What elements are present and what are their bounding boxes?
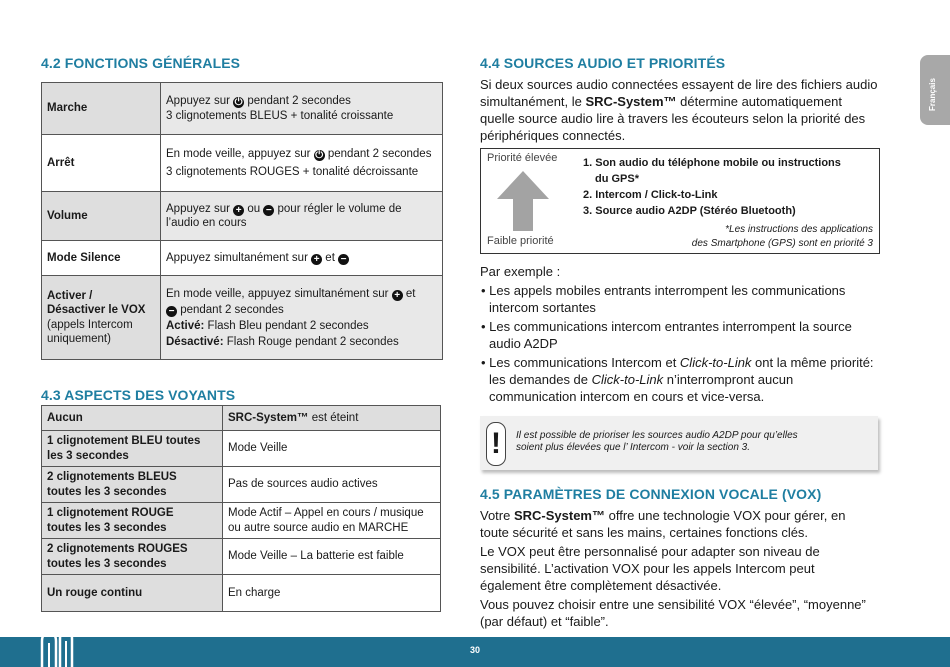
language-tab[interactable] bbox=[920, 55, 950, 125]
power-icon: ⏻ bbox=[315, 150, 324, 161]
row-label: Arrêt bbox=[42, 135, 161, 192]
minus-icon: − bbox=[166, 306, 177, 317]
plus-icon: + bbox=[392, 290, 403, 301]
table-row bbox=[42, 276, 443, 360]
warning-icon: ! bbox=[486, 422, 506, 466]
power-icon: ⏻ bbox=[234, 97, 243, 108]
priority-low-label: Faible priorité bbox=[487, 235, 554, 247]
table-row bbox=[42, 192, 443, 241]
row-value: En mode veille, appuyez simultanément sur + et − pendant 2 secondes Activé: Flash Bleu pendant 2 secondes Désactivé: Flash Rouge pendant 2 secondes bbox=[161, 276, 443, 360]
row-label: Volume bbox=[42, 192, 161, 241]
note-text: Il est possible de prioriser les sources audio A2DP pour qu’elles soient plus élevées que l’ Intercom - voir la section 3. bbox=[516, 430, 798, 453]
row-label: Aucun bbox=[42, 406, 223, 431]
footer-bar bbox=[0, 637, 950, 667]
plus-icon: + bbox=[311, 254, 322, 265]
table-row bbox=[42, 135, 443, 192]
row-value: Appuyez simultanément sur + et − bbox=[161, 241, 443, 276]
example-list bbox=[477, 282, 877, 407]
page-number: 30 bbox=[469, 645, 480, 655]
row-value: Appuyez sur + ou − pour régler le volume de l’audio en cours bbox=[161, 192, 443, 241]
list-item: • Les communications intercom entrantes interrompent la source audio A2DP bbox=[481, 319, 852, 351]
table-row bbox=[42, 406, 441, 431]
row-value: Appuyez sur ⏻ pendant 2 secondes 3 clignotements BLEUS + tonalité croissante bbox=[161, 83, 443, 135]
general-functions-table bbox=[41, 82, 443, 360]
minus-icon: − bbox=[338, 254, 349, 265]
up-arrow-icon bbox=[493, 169, 553, 233]
table-row bbox=[42, 241, 443, 276]
row-value: Pas de sources audio actives bbox=[223, 467, 441, 503]
note-box bbox=[480, 416, 878, 470]
section-4-3-title: 4.3 ASPECTS DES VOYANTS bbox=[41, 387, 236, 403]
priority-box bbox=[480, 148, 880, 254]
row-label: Mode Silence bbox=[42, 241, 161, 276]
plus-icon: + bbox=[233, 205, 244, 216]
table-row bbox=[42, 83, 443, 135]
row-value: Mode Veille bbox=[223, 431, 441, 467]
table-row bbox=[42, 575, 441, 612]
row-label: 2 clignotements ROUGES toutes les 3 secondes bbox=[42, 539, 223, 575]
row-label: 1 clignotement BLEU toutes les 3 secondes bbox=[42, 431, 223, 467]
section-4-4-title: 4.4 SOURCES AUDIO ET PRIORITÉS bbox=[480, 55, 726, 71]
led-table bbox=[41, 405, 441, 612]
table-row bbox=[42, 467, 441, 503]
table-row bbox=[42, 503, 441, 539]
list-item: • Les appels mobiles entrants interrompent les communications intercom sortantes bbox=[481, 283, 846, 315]
row-label: 2 clignotements BLEUS toutes les 3 secondes bbox=[42, 467, 223, 503]
row-value: Mode Actif – Appel en cours / musique ou autre source audio en MARCHE bbox=[223, 503, 441, 539]
row-value: Mode Veille – La batterie est faible bbox=[223, 539, 441, 575]
row-label: Activer / Désactiver le VOX (appels Intercom uniquement) bbox=[42, 276, 161, 360]
intro-paragraph: Si deux sources audio connectées essayent de lire des fichiers audio simultanément, le SRC-System™ détermine automatiquement quelle source audio lire à travers les écouteurs selon la priorité des périphériques connectés. bbox=[480, 77, 878, 143]
minus-icon: − bbox=[263, 205, 274, 216]
row-label: Marche bbox=[42, 83, 161, 135]
row-label: 1 clignotement ROUGE toutes les 3 secondes bbox=[42, 503, 223, 539]
row-value: En charge bbox=[223, 575, 441, 612]
row-label: Un rouge continu bbox=[42, 575, 223, 612]
table-row bbox=[42, 539, 441, 575]
row-value: SRC-System™ est éteint bbox=[223, 406, 441, 431]
priority-footnote: *Les instructions des applications des Smartphone (GPS) sont en priorité 3 bbox=[691, 224, 873, 249]
language-tab-label: Français bbox=[928, 78, 937, 111]
table-row bbox=[42, 431, 441, 467]
priority-list: 1. Son audio du téléphone mobile ou instructions du GPS* 2. Intercom / Click-to-Link 3. Source audio A2DP (Stéréo Bluetooth) bbox=[583, 157, 841, 217]
priority-high-label: Priorité élevée bbox=[487, 152, 558, 164]
row-value: En mode veille, appuyez sur ⏻ pendant 2 secondes 3 clignotements ROUGES + tonalité décroissante bbox=[161, 135, 443, 192]
section-4-2-title: 4.2 FONCTIONS GÉNÉRALES bbox=[41, 55, 241, 71]
vox-paragraph: Votre SRC-System™ offre une technologie VOX pour gérer, en toute sécurité et sans les mains, certaines fonctions clés. Le VOX peut être personnalisé pour adapter son niveau de sensibilité. L’activation VOX pour les appels Intercom peut également être complètement désactivée. Vous pouvez choisir entre une sensibilité VOX “élevée”, “moyenne” (par défaut) et “faible”. bbox=[480, 508, 866, 629]
section-4-5-title: 4.5 PARAMÈTRES DE CONNEXION VOCALE (VOX) bbox=[480, 486, 822, 502]
example-label: Par exemple : bbox=[480, 264, 561, 279]
list-item: • Les communications Intercom et Click-to-Link ont la même priorité: les demandes de Click-to-Link n’interrompront aucun communication intercom en cours et vice-versa. bbox=[481, 355, 874, 404]
